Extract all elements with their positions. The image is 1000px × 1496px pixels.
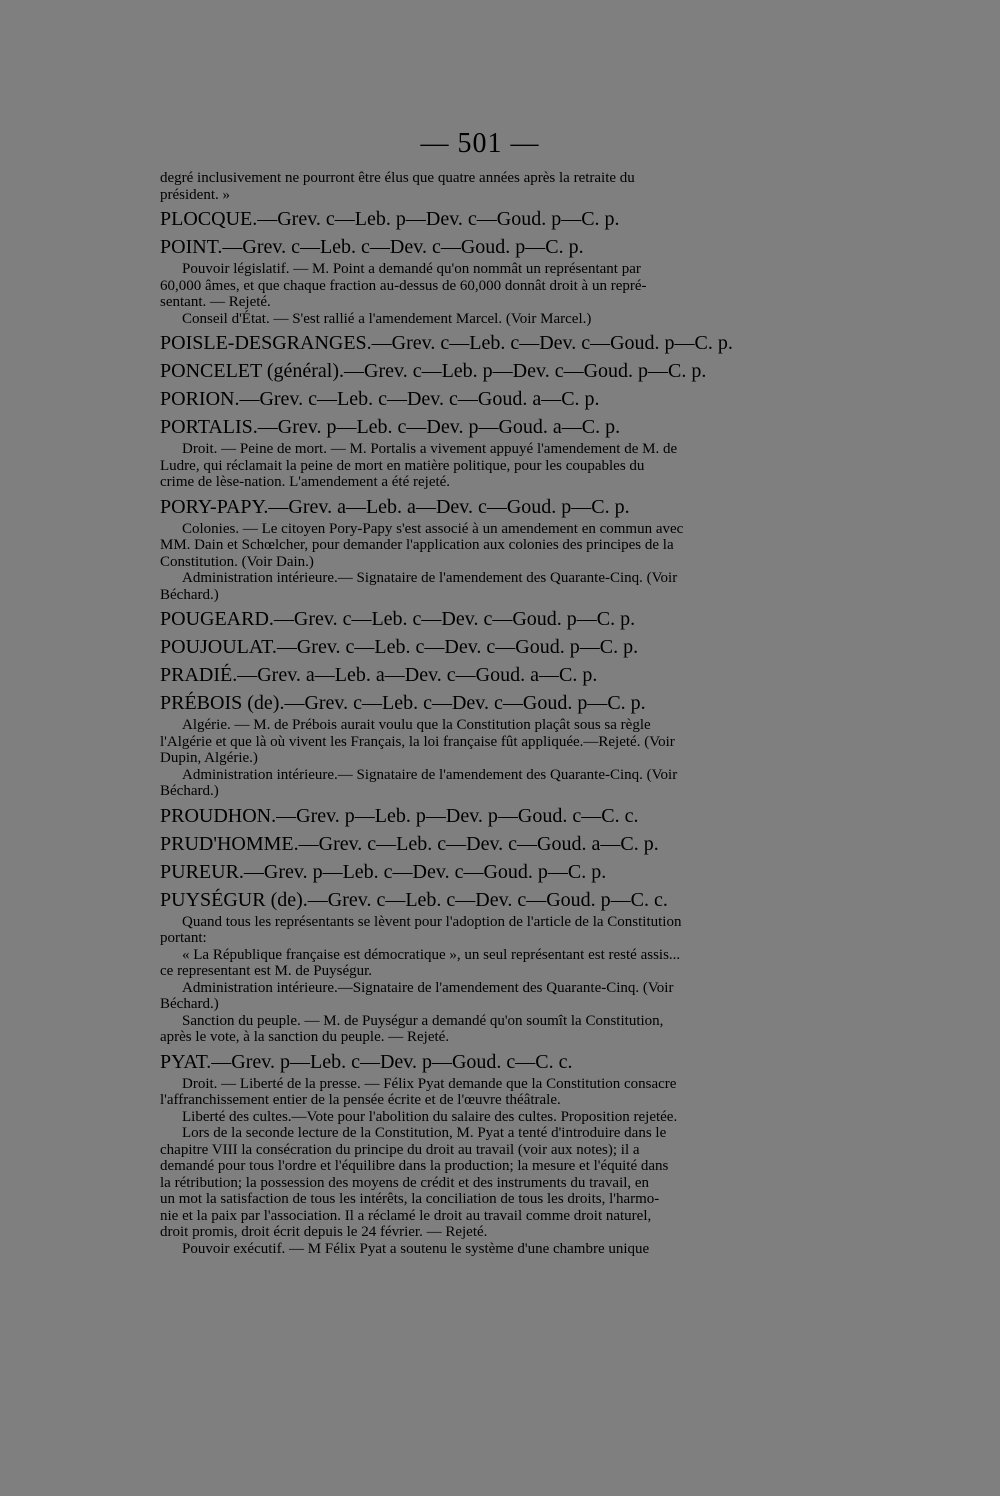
entry-heading: PRUD'HOMME.—Grev. c—Leb. c—Dev. c—Goud. a—C. p. [160,832,659,855]
text-line: l'Algérie et que là où vivent les Français, la loi française fût appliquée.—Rejeté. (Voir [160,733,675,750]
text-line: Administration intérieure.—Signataire de l'amendement des Quarante-Cinq. (Voir [182,979,674,996]
entry-heading: PONCELET (général).—Grev. c—Leb. p—Dev. c—Goud. p—C. p. [160,360,707,382]
text-line: nie et la paix par l'association. Il a réclamé le droit au travail comme droit naturel, [160,1207,652,1224]
text-line: après le vote, à la sanction du peuple. — Rejeté. [160,1029,450,1045]
entry-heading: POISLE-DESGRANGES.—Grev. c—Leb. c—Dev. c—Goud. p—C. p. [160,332,733,354]
text-line: Ludre, qui réclamait la peine de mort en matière politique, pour les coupables du [160,457,645,474]
text-line: degré inclusivement ne pourront être élus que quatre années après la retraite du [160,170,635,186]
text-line: crime de lèse-nation. L'amendement a été rejeté. [160,474,451,490]
entry-heading: POUJOULAT.—Grev. c—Leb. c—Dev. c—Goud. p—C. p. [160,636,639,658]
text-line: Administration intérieure.— Signataire de l'amendement des Quarante-Cinq. (Voir [182,570,678,586]
text-line: Béchard.) [160,586,219,603]
text-line: 60,000 âmes, et que chaque fraction au-dessus de 60,000 donnât droit à un repré- [160,277,647,294]
text-line: un mot la satisfaction de tous les intérêts, la conciliation de tous les droits, l'harmo- [160,1191,660,1207]
text-line: Droit. — Liberté de la presse. — Félix Pyat demande que la Constitution consacre [182,1075,677,1092]
text-line: Liberté des cultes.—Vote pour l'abolition du salaire des cultes. Proposition rejetée. [182,1108,678,1125]
text-line: l'affranchissement entier de la pensée écrite et de l'œuvre théâtrale. [160,1092,561,1108]
text-line: « La République française est démocratique », un seul représentant est resté assis... [182,946,681,963]
text-line: Droit. — Peine de mort. — M. Portalis a vivement appuyé l'amendement de M. de [182,441,678,457]
text-line: portant: [160,930,207,946]
text-line: sentant. — Rejeté. [160,294,271,310]
page-number: — 501 — [420,128,540,159]
entry-heading: PRÉBOIS (de).—Grev. c—Leb. c—Dev. c—Goud. p—C. p. [160,692,646,714]
text-line: Colonies. — Le citoyen Pory-Papy s'est associé à un amendement en commun avec [182,520,684,537]
text-line: Sanction du peuple. — M. de Puységur a demandé qu'on soumît la Constitution, [182,1012,664,1029]
text-line: Administration intérieure.— Signataire de l'amendement des Quarante-Cinq. (Voir [182,766,678,783]
entry-heading: POINT.—Grev. c—Leb. c—Dev. c—Goud. p—C. p. [160,236,584,258]
text-line: Béchard.) [160,783,219,799]
entry-heading: PORION.—Grev. c—Leb. c—Dev. c—Goud. a—C. p. [160,388,600,410]
text-line: Dupin, Algérie.) [160,750,258,766]
entry-heading: PROUDHON.—Grev. p—Leb. p—Dev. p—Goud. c—C. c. [160,804,639,827]
text-line: Pouvoir législatif. — M. Point a demandé qu'on nommât un représentant par [182,261,641,277]
text-line: ce representant est M. de Puységur. [160,963,373,979]
text-line: Béchard.) [160,996,219,1012]
text-line: droit promis, droit écrit depuis le 24 février. — Rejeté. [160,1224,488,1240]
entry-heading: PRADIÉ.—Grev. a—Leb. a—Dev. c—Goud. a—C. p. [160,664,598,686]
entry-heading: PORTALIS.—Grev. p—Leb. c—Dev. p—Goud. a—C. p. [160,416,621,438]
entry-heading: PLOCQUE.—Grev. c—Leb. p—Dev. c—Goud. p—C. p. [160,208,620,230]
text-line: Conseil d'État. — S'est rallié a l'amendement Marcel. (Voir Marcel.) [182,310,592,327]
text-line: Lors de la seconde lecture de la Constitution, M. Pyat a tenté d'introduire dans le [182,1125,667,1141]
text-line: chapitre VIII la consécration du principe du droit au travail (voir aux notes); il a [160,1141,640,1158]
text-line: Pouvoir exécutif. — M Félix Pyat a soutenu le système d'une chambre unique [182,1240,650,1257]
text-column [160,170,810,1257]
entry-heading: POUGEARD.—Grev. c—Leb. c—Dev. c—Goud. p—C. p. [160,608,636,630]
text-line: Algérie. — M. de Prébois aurait voulu que la Constitution plaçât sous sa règle [182,717,651,733]
text-line: président. » [160,186,230,203]
entry-heading: PUYSÉGUR (de).—Grev. c—Leb. c—Dev. c—Goud. p—C. c. [160,888,668,911]
entry-heading: PUREUR.—Grev. p—Leb. c—Dev. c—Goud. p—C. p. [160,860,607,883]
text-line: demandé pour tous l'ordre et l'équilibre dans la production; la mesure et l'équité dans [160,1158,669,1174]
text-line: MM. Dain et Schœlcher, pour demander l'application aux colonies des principes de la [160,537,674,553]
entry-heading: PYAT.—Grev. p—Leb. c—Dev. p—Goud. c—C. c. [160,1050,573,1073]
text-line: Quand tous les représentants se lèvent pour l'adoption de l'article de la Constitution [182,913,682,930]
text-line: Constitution. (Voir Dain.) [160,553,314,570]
text-line: la rétribution; la possession des moyens de crédit et des instruments du travail, en [160,1174,650,1191]
entry-heading: PORY-PAPY.—Grev. a—Leb. a—Dev. c—Goud. p—C. p. [160,495,630,518]
